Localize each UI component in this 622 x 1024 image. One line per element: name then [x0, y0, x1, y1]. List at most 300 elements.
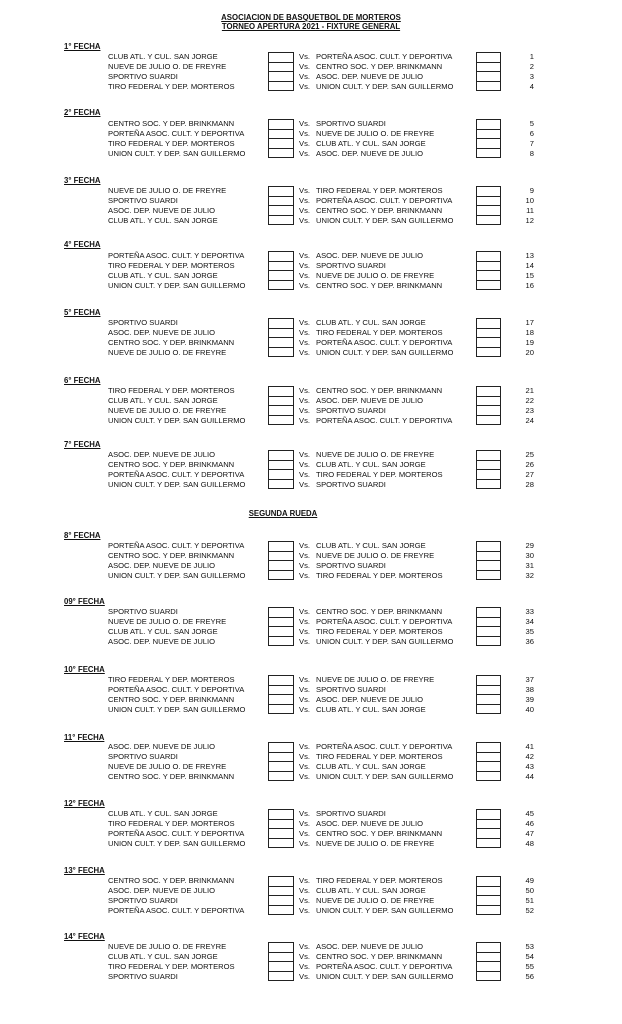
- home-team: CLUB ATL. Y CUL. SAN JORGE: [108, 809, 218, 818]
- home-team: CENTRO SOC. Y DEP. BRINKMANN: [108, 876, 235, 885]
- home-team: NUEVE DE JULIO O. DE FREYRE: [108, 942, 227, 951]
- match-row: [0, 695, 622, 705]
- home-team: CENTRO SOC. Y DEP. BRINKMANN: [108, 460, 235, 469]
- away-team: CLUB ATL. Y CUL. SAN JORGE: [316, 705, 426, 714]
- home-team: UNION CULT. Y DEP. SAN GUILLERMO: [108, 571, 246, 580]
- home-team: CLUB ATL. Y CUL. SAN JORGE: [108, 952, 218, 961]
- match-row: [0, 876, 622, 886]
- fecha-label: 8° FECHA: [64, 531, 101, 540]
- match-row: [0, 318, 622, 328]
- match-row: [0, 839, 622, 849]
- vs-label: Vs.: [299, 942, 310, 951]
- fecha-matches: [0, 607, 622, 649]
- home-team: CLUB ATL. Y CUL. SAN JORGE: [108, 396, 218, 405]
- match-number: 34: [525, 617, 534, 626]
- home-team: TIRO FEDERAL Y DEP. MORTEROS: [108, 386, 235, 395]
- match-number: 12: [525, 216, 534, 225]
- vs-label: Vs.: [299, 129, 310, 138]
- match-row: [0, 772, 622, 782]
- match-number: 5: [529, 119, 534, 128]
- vs-label: Vs.: [299, 318, 310, 327]
- match-number: 54: [525, 952, 534, 961]
- match-number: 53: [525, 942, 534, 951]
- match-number: 40: [525, 705, 534, 714]
- fecha-matches: [0, 675, 622, 717]
- vs-label: Vs.: [299, 62, 310, 71]
- match-row: [0, 82, 622, 92]
- fecha-label: 3° FECHA: [64, 176, 101, 185]
- vs-label: Vs.: [299, 906, 310, 915]
- match-number: 51: [525, 896, 534, 905]
- match-row: [0, 470, 622, 480]
- vs-label: Vs.: [299, 216, 310, 225]
- away-team: UNION CULT. Y DEP. SAN GUILLERMO: [316, 216, 454, 225]
- fecha-matches: [0, 318, 622, 360]
- vs-label: Vs.: [299, 450, 310, 459]
- away-team: SPORTIVO SUARDI: [316, 261, 386, 270]
- away-team: SPORTIVO SUARDI: [316, 480, 386, 489]
- fecha-matches: [0, 942, 622, 984]
- fecha-matches: [0, 386, 622, 428]
- match-number: 20: [525, 348, 534, 357]
- home-team: CENTRO SOC. Y DEP. BRINKMANN: [108, 551, 235, 560]
- home-team: ASOC. DEP. NUEVE DE JULIO: [108, 328, 216, 337]
- fecha-label: 09° FECHA: [64, 597, 105, 606]
- home-team: NUEVE DE JULIO O. DE FREYRE: [108, 762, 227, 771]
- away-team: ASOC. DEP. NUEVE DE JULIO: [316, 695, 424, 704]
- fecha-label: 6° FECHA: [64, 376, 101, 385]
- away-team: UNION CULT. Y DEP. SAN GUILLERMO: [316, 972, 454, 981]
- vs-label: Vs.: [299, 637, 310, 646]
- home-team: NUEVE DE JULIO O. DE FREYRE: [108, 406, 227, 415]
- vs-label: Vs.: [299, 675, 310, 684]
- match-number: 15: [525, 271, 534, 280]
- match-row: [0, 561, 622, 571]
- vs-label: Vs.: [299, 839, 310, 848]
- home-team: PORTEÑA ASOC. CULT. Y DEPORTIVA: [108, 906, 245, 915]
- fecha-matches: [0, 742, 622, 784]
- away-team: SPORTIVO SUARDI: [316, 685, 386, 694]
- match-row: [0, 149, 622, 159]
- away-team: PORTEÑA ASOC. CULT. Y DEPORTIVA: [316, 742, 453, 751]
- away-team: ASOC. DEP. NUEVE DE JULIO: [316, 396, 424, 405]
- home-team: CENTRO SOC. Y DEP. BRINKMANN: [108, 119, 235, 128]
- match-row: [0, 52, 622, 62]
- away-team: CENTRO SOC. Y DEP. BRINKMANN: [316, 62, 443, 71]
- match-row: [0, 450, 622, 460]
- match-number: 29: [525, 541, 534, 550]
- away-team: NUEVE DE JULIO O. DE FREYRE: [316, 675, 435, 684]
- vs-label: Vs.: [299, 617, 310, 626]
- match-number: 26: [525, 460, 534, 469]
- match-row: [0, 886, 622, 896]
- away-team: ASOC. DEP. NUEVE DE JULIO: [316, 149, 424, 158]
- match-row: [0, 685, 622, 695]
- home-team: CLUB ATL. Y CUL. SAN JORGE: [108, 627, 218, 636]
- vs-label: Vs.: [299, 896, 310, 905]
- vs-label: Vs.: [299, 338, 310, 347]
- away-team: NUEVE DE JULIO O. DE FREYRE: [316, 450, 435, 459]
- vs-label: Vs.: [299, 72, 310, 81]
- match-row: [0, 416, 622, 426]
- match-number: 30: [525, 551, 534, 560]
- fecha-label: 11° FECHA: [64, 733, 105, 742]
- match-number: 4: [529, 82, 534, 91]
- match-number: 22: [525, 396, 534, 405]
- away-team: TIRO FEDERAL Y DEP. MORTEROS: [316, 470, 443, 479]
- home-team: TIRO FEDERAL Y DEP. MORTEROS: [108, 819, 235, 828]
- match-number: 43: [525, 762, 534, 771]
- away-team: CENTRO SOC. Y DEP. BRINKMANN: [316, 386, 443, 395]
- home-team: ASOC. DEP. NUEVE DE JULIO: [108, 450, 216, 459]
- vs-label: Vs.: [299, 627, 310, 636]
- vs-label: Vs.: [299, 752, 310, 761]
- away-team: ASOC. DEP. NUEVE DE JULIO: [316, 72, 424, 81]
- home-team: TIRO FEDERAL Y DEP. MORTEROS: [108, 139, 235, 148]
- away-team: CLUB ATL. Y CUL. SAN JORGE: [316, 886, 426, 895]
- away-team: PORTEÑA ASOC. CULT. Y DEPORTIVA: [316, 962, 453, 971]
- match-number: 10: [525, 196, 534, 205]
- match-number: 16: [525, 281, 534, 290]
- match-row: [0, 119, 622, 129]
- match-number: 39: [525, 695, 534, 704]
- match-row: [0, 896, 622, 906]
- match-row: [0, 406, 622, 416]
- home-team: ASOC. DEP. NUEVE DE JULIO: [108, 886, 216, 895]
- home-team: NUEVE DE JULIO O. DE FREYRE: [108, 62, 227, 71]
- match-row: [0, 742, 622, 752]
- match-number: 31: [525, 561, 534, 570]
- home-team: CLUB ATL. Y CUL. SAN JORGE: [108, 271, 218, 280]
- match-row: [0, 216, 622, 226]
- vs-label: Vs.: [299, 186, 310, 195]
- home-team: PORTEÑA ASOC. CULT. Y DEPORTIVA: [108, 829, 245, 838]
- away-team: ASOC. DEP. NUEVE DE JULIO: [316, 251, 424, 260]
- away-team: NUEVE DE JULIO O. DE FREYRE: [316, 129, 435, 138]
- match-row: [0, 328, 622, 338]
- home-team: TIRO FEDERAL Y DEP. MORTEROS: [108, 82, 235, 91]
- vs-label: Vs.: [299, 196, 310, 205]
- vs-label: Vs.: [299, 406, 310, 415]
- away-team: TIRO FEDERAL Y DEP. MORTEROS: [316, 752, 443, 761]
- home-team: UNION CULT. Y DEP. SAN GUILLERMO: [108, 149, 246, 158]
- vs-label: Vs.: [299, 762, 310, 771]
- match-number: 37: [525, 675, 534, 684]
- vs-label: Vs.: [299, 119, 310, 128]
- document-title: ASOCIACION DE BASQUETBOL DE MORTEROS: [221, 13, 401, 22]
- match-row: [0, 972, 622, 982]
- away-team: TIRO FEDERAL Y DEP. MORTEROS: [316, 328, 443, 337]
- vs-label: Vs.: [299, 261, 310, 270]
- away-team: CENTRO SOC. Y DEP. BRINKMANN: [316, 829, 443, 838]
- match-row: [0, 396, 622, 406]
- match-row: [0, 607, 622, 617]
- match-number: 14: [525, 261, 534, 270]
- match-row: [0, 962, 622, 972]
- home-team: ASOC. DEP. NUEVE DE JULIO: [108, 206, 216, 215]
- vs-label: Vs.: [299, 705, 310, 714]
- home-team: SPORTIVO SUARDI: [108, 607, 178, 616]
- vs-label: Vs.: [299, 962, 310, 971]
- match-row: [0, 617, 622, 627]
- home-team: CLUB ATL. Y CUL. SAN JORGE: [108, 52, 218, 61]
- home-team: ASOC. DEP. NUEVE DE JULIO: [108, 637, 216, 646]
- home-team: SPORTIVO SUARDI: [108, 196, 178, 205]
- vs-label: Vs.: [299, 541, 310, 550]
- match-number: 38: [525, 685, 534, 694]
- vs-label: Vs.: [299, 480, 310, 489]
- home-team: PORTEÑA ASOC. CULT. Y DEPORTIVA: [108, 541, 245, 550]
- away-team: CENTRO SOC. Y DEP. BRINKMANN: [316, 607, 443, 616]
- match-row: [0, 206, 622, 216]
- match-number: 46: [525, 819, 534, 828]
- away-team: PORTEÑA ASOC. CULT. Y DEPORTIVA: [316, 416, 453, 425]
- away-team: TIRO FEDERAL Y DEP. MORTEROS: [316, 186, 443, 195]
- fecha-label: 10° FECHA: [64, 665, 105, 674]
- home-team: NUEVE DE JULIO O. DE FREYRE: [108, 617, 227, 626]
- home-team: TIRO FEDERAL Y DEP. MORTEROS: [108, 261, 235, 270]
- match-row: [0, 551, 622, 561]
- match-number: 3: [529, 72, 534, 81]
- match-row: [0, 675, 622, 685]
- vs-label: Vs.: [299, 561, 310, 570]
- fecha-label: 13° FECHA: [64, 866, 105, 875]
- vs-label: Vs.: [299, 819, 310, 828]
- match-number: 23: [525, 406, 534, 415]
- match-number: 19: [525, 338, 534, 347]
- match-row: [0, 952, 622, 962]
- match-row: [0, 281, 622, 291]
- away-team: CLUB ATL. Y CUL. SAN JORGE: [316, 541, 426, 550]
- away-team: TIRO FEDERAL Y DEP. MORTEROS: [316, 571, 443, 580]
- fecha-label: 12° FECHA: [64, 799, 105, 808]
- match-number: 11: [526, 206, 534, 215]
- match-row: [0, 571, 622, 581]
- away-team: NUEVE DE JULIO O. DE FREYRE: [316, 896, 435, 905]
- vs-label: Vs.: [299, 281, 310, 290]
- away-team: UNION CULT. Y DEP. SAN GUILLERMO: [316, 82, 454, 91]
- home-team: PORTEÑA ASOC. CULT. Y DEPORTIVA: [108, 470, 245, 479]
- match-row: [0, 829, 622, 839]
- home-team: SPORTIVO SUARDI: [108, 896, 178, 905]
- vs-label: Vs.: [299, 82, 310, 91]
- match-number: 32: [525, 571, 534, 580]
- away-team: NUEVE DE JULIO O. DE FREYRE: [316, 271, 435, 280]
- fecha-label: 14° FECHA: [64, 932, 105, 941]
- match-row: [0, 348, 622, 358]
- vs-label: Vs.: [299, 809, 310, 818]
- match-row: [0, 480, 622, 490]
- match-number: 47: [525, 829, 534, 838]
- vs-label: Vs.: [299, 251, 310, 260]
- match-row: [0, 196, 622, 206]
- home-team: TIRO FEDERAL Y DEP. MORTEROS: [108, 675, 235, 684]
- match-row: [0, 809, 622, 819]
- match-row: [0, 271, 622, 281]
- match-number: 41: [525, 742, 534, 751]
- match-number: 50: [525, 886, 534, 895]
- home-team: NUEVE DE JULIO O. DE FREYRE: [108, 186, 227, 195]
- away-team: SPORTIVO SUARDI: [316, 561, 386, 570]
- match-number: 28: [525, 480, 534, 489]
- match-row: [0, 186, 622, 196]
- match-number: 24: [525, 416, 534, 425]
- vs-label: Vs.: [299, 271, 310, 280]
- away-team: ASOC. DEP. NUEVE DE JULIO: [316, 819, 424, 828]
- match-number: 56: [525, 972, 534, 981]
- home-team: ASOC. DEP. NUEVE DE JULIO: [108, 561, 216, 570]
- fecha-label: 1° FECHA: [64, 42, 101, 51]
- home-team: CENTRO SOC. Y DEP. BRINKMANN: [108, 338, 235, 347]
- home-team: ASOC. DEP. NUEVE DE JULIO: [108, 742, 216, 751]
- match-number: 27: [525, 470, 534, 479]
- match-row: [0, 705, 622, 715]
- vs-label: Vs.: [299, 460, 310, 469]
- match-number: 9: [529, 186, 534, 195]
- away-team: ASOC. DEP. NUEVE DE JULIO: [316, 942, 424, 951]
- vs-label: Vs.: [299, 348, 310, 357]
- fecha-matches: [0, 876, 622, 918]
- match-number: 6: [529, 129, 534, 138]
- vs-label: Vs.: [299, 396, 310, 405]
- home-team: SPORTIVO SUARDI: [108, 972, 178, 981]
- match-row: [0, 942, 622, 952]
- match-row: [0, 62, 622, 72]
- away-team: UNION CULT. Y DEP. SAN GUILLERMO: [316, 772, 454, 781]
- vs-label: Vs.: [299, 551, 310, 560]
- vs-label: Vs.: [299, 685, 310, 694]
- match-row: [0, 338, 622, 348]
- match-number: 1: [529, 52, 534, 61]
- fecha-matches: [0, 251, 622, 293]
- away-team: TIRO FEDERAL Y DEP. MORTEROS: [316, 876, 443, 885]
- away-team: CENTRO SOC. Y DEP. BRINKMANN: [316, 206, 443, 215]
- match-number: 13: [525, 251, 534, 260]
- home-team: PORTEÑA ASOC. CULT. Y DEPORTIVA: [108, 251, 245, 260]
- home-team: TIRO FEDERAL Y DEP. MORTEROS: [108, 962, 235, 971]
- home-team: NUEVE DE JULIO O. DE FREYRE: [108, 348, 227, 357]
- fecha-matches: [0, 450, 622, 492]
- match-number: 44: [525, 772, 534, 781]
- match-row: [0, 752, 622, 762]
- vs-label: Vs.: [299, 772, 310, 781]
- home-team: UNION CULT. Y DEP. SAN GUILLERMO: [108, 705, 246, 714]
- home-team: CLUB ATL. Y CUL. SAN JORGE: [108, 216, 218, 225]
- fecha-label: 2° FECHA: [64, 108, 101, 117]
- vs-label: Vs.: [299, 52, 310, 61]
- match-number: 36: [525, 637, 534, 646]
- vs-label: Vs.: [299, 829, 310, 838]
- away-team: TIRO FEDERAL Y DEP. MORTEROS: [316, 627, 443, 636]
- away-team: UNION CULT. Y DEP. SAN GUILLERMO: [316, 906, 454, 915]
- fecha-matches: [0, 186, 622, 228]
- vs-label: Vs.: [299, 742, 310, 751]
- match-row: [0, 762, 622, 772]
- home-team: SPORTIVO SUARDI: [108, 72, 178, 81]
- fecha-label: 7° FECHA: [64, 440, 101, 449]
- match-number: 18: [525, 328, 534, 337]
- away-team: UNION CULT. Y DEP. SAN GUILLERMO: [316, 637, 454, 646]
- away-team: NUEVE DE JULIO O. DE FREYRE: [316, 551, 435, 560]
- home-team: SPORTIVO SUARDI: [108, 752, 178, 761]
- match-number: 49: [525, 876, 534, 885]
- match-number: 17: [525, 318, 534, 327]
- match-number: 21: [525, 386, 534, 395]
- match-row: [0, 627, 622, 637]
- vs-label: Vs.: [299, 952, 310, 961]
- away-team: SPORTIVO SUARDI: [316, 406, 386, 415]
- vs-label: Vs.: [299, 416, 310, 425]
- fecha-matches: [0, 809, 622, 851]
- away-team: NUEVE DE JULIO O. DE FREYRE: [316, 839, 435, 848]
- fecha-matches: [0, 52, 622, 94]
- match-number: 7: [529, 139, 534, 148]
- home-team: UNION CULT. Y DEP. SAN GUILLERMO: [108, 480, 246, 489]
- away-team: PORTEÑA ASOC. CULT. Y DEPORTIVA: [316, 196, 453, 205]
- away-team: CLUB ATL. Y CUL. SAN JORGE: [316, 318, 426, 327]
- vs-label: Vs.: [299, 886, 310, 895]
- home-team: UNION CULT. Y DEP. SAN GUILLERMO: [108, 416, 246, 425]
- away-team: CLUB ATL. Y CUL. SAN JORGE: [316, 762, 426, 771]
- home-team: UNION CULT. Y DEP. SAN GUILLERMO: [108, 839, 246, 848]
- match-number: 8: [529, 149, 534, 158]
- home-team: UNION CULT. Y DEP. SAN GUILLERMO: [108, 281, 246, 290]
- away-team: PORTEÑA ASOC. CULT. Y DEPORTIVA: [316, 52, 453, 61]
- match-row: [0, 541, 622, 551]
- match-number: 52: [525, 906, 534, 915]
- away-team: PORTEÑA ASOC. CULT. Y DEPORTIVA: [316, 617, 453, 626]
- home-team: PORTEÑA ASOC. CULT. Y DEPORTIVA: [108, 685, 245, 694]
- match-number: 45: [525, 809, 534, 818]
- vs-label: Vs.: [299, 571, 310, 580]
- vs-label: Vs.: [299, 386, 310, 395]
- vs-label: Vs.: [299, 470, 310, 479]
- match-number: 55: [525, 962, 534, 971]
- vs-label: Vs.: [299, 695, 310, 704]
- fecha-matches: [0, 119, 622, 161]
- match-row: [0, 251, 622, 261]
- segunda-rueda-heading: SEGUNDA RUEDA: [248, 509, 318, 518]
- vs-label: Vs.: [299, 206, 310, 215]
- match-number: 25: [525, 450, 534, 459]
- match-number: 42: [525, 752, 534, 761]
- fecha-label: 4° FECHA: [64, 240, 101, 249]
- vs-label: Vs.: [299, 972, 310, 981]
- away-team: SPORTIVO SUARDI: [316, 809, 386, 818]
- vs-label: Vs.: [299, 607, 310, 616]
- away-team: CENTRO SOC. Y DEP. BRINKMANN: [316, 281, 443, 290]
- away-team: CLUB ATL. Y CUL. SAN JORGE: [316, 139, 426, 148]
- match-row: [0, 261, 622, 271]
- match-number: 33: [525, 607, 534, 616]
- away-team: CLUB ATL. Y CUL. SAN JORGE: [316, 460, 426, 469]
- match-row: [0, 129, 622, 139]
- away-team: SPORTIVO SUARDI: [316, 119, 386, 128]
- match-row: [0, 139, 622, 149]
- away-team: CENTRO SOC. Y DEP. BRINKMANN: [316, 952, 443, 961]
- home-team: CENTRO SOC. Y DEP. BRINKMANN: [108, 772, 235, 781]
- match-number: 35: [525, 627, 534, 636]
- vs-label: Vs.: [299, 876, 310, 885]
- match-row: [0, 637, 622, 647]
- match-number: 2: [529, 62, 534, 71]
- vs-label: Vs.: [299, 149, 310, 158]
- home-team: CENTRO SOC. Y DEP. BRINKMANN: [108, 695, 235, 704]
- match-row: [0, 386, 622, 396]
- away-team: PORTEÑA ASOC. CULT. Y DEPORTIVA: [316, 338, 453, 347]
- match-row: [0, 906, 622, 916]
- match-row: [0, 460, 622, 470]
